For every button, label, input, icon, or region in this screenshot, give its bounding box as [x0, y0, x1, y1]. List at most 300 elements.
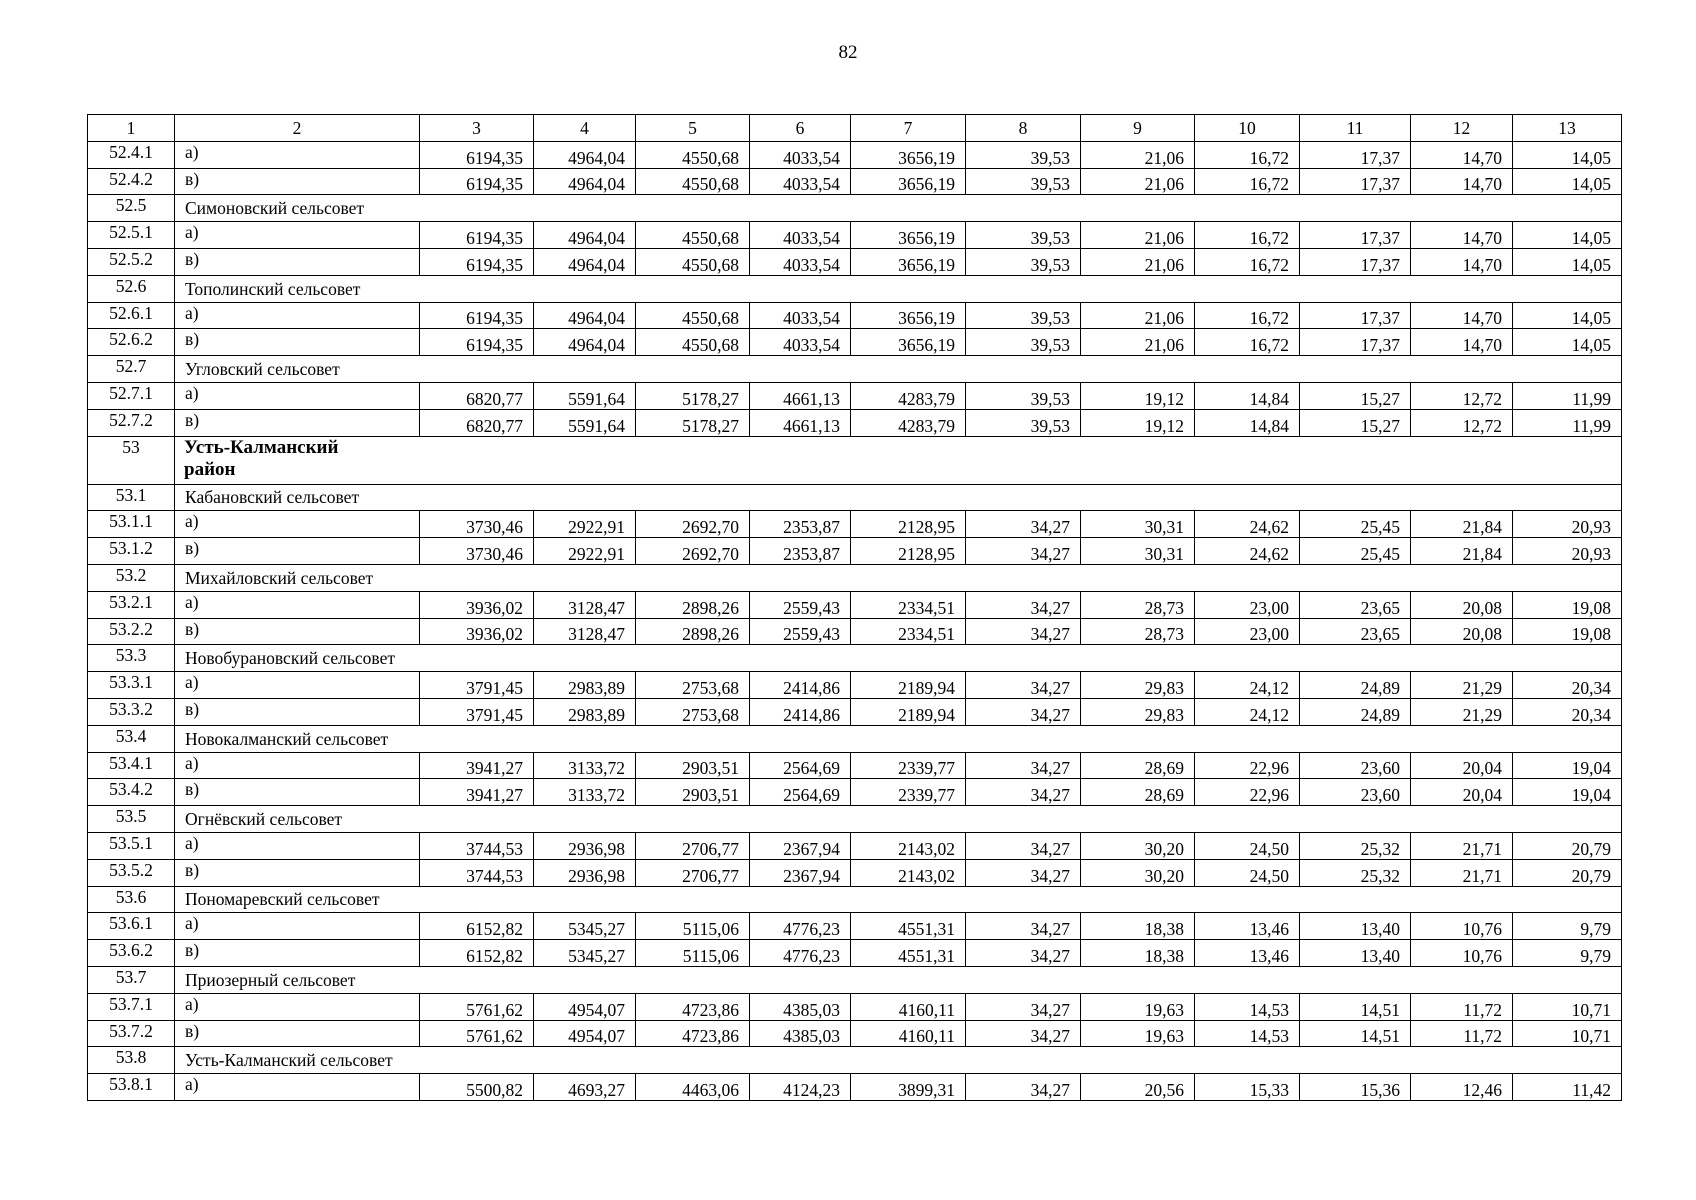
cell-col-13: 19,08 [1513, 591, 1622, 618]
cell-col-8: 34,27 [966, 591, 1081, 618]
page-number: 82 [838, 42, 858, 63]
table-row [88, 752, 1622, 779]
cell-col-12: 21,29 [1411, 672, 1513, 699]
row-code: 53.6 [88, 886, 175, 913]
cell-col-12: 14,70 [1411, 248, 1513, 275]
title-text: Кабановский сельсовет [185, 487, 360, 508]
cell-col-4: 4954,07 [534, 993, 636, 1020]
cell-col-6: 2414,86 [750, 698, 851, 725]
cell-col-13: 14,05 [1513, 222, 1622, 249]
cell-col-12: 21,84 [1411, 538, 1513, 565]
cell-col-3: 3791,45 [420, 698, 534, 725]
row-code: 52.6.2 [88, 329, 175, 356]
cell-col-7: 4283,79 [851, 409, 966, 436]
cell-col-12: 14,70 [1411, 329, 1513, 356]
cell-col-11: 17,37 [1300, 141, 1411, 168]
cell-col-9: 19,12 [1081, 382, 1195, 409]
cell-col-5: 4550,68 [636, 141, 750, 168]
cell-col-5: 4723,86 [636, 1020, 750, 1047]
cell-col-9: 19,63 [1081, 1020, 1195, 1047]
cell-col-12: 20,08 [1411, 591, 1513, 618]
cell-col-7: 4283,79 [851, 382, 966, 409]
cell-col-10: 16,72 [1195, 168, 1300, 195]
cell-col-12: 14,70 [1411, 302, 1513, 329]
cell-col-10: 13,46 [1195, 940, 1300, 967]
cell-col-4: 3133,72 [534, 752, 636, 779]
cell-col-7: 4551,31 [851, 913, 966, 940]
row-label: а) [175, 672, 420, 699]
cell-col-10: 24,12 [1195, 672, 1300, 699]
cell-col-11: 15,36 [1300, 1074, 1411, 1101]
cell-col-13: 14,05 [1513, 329, 1622, 356]
cell-col-3: 3730,46 [420, 538, 534, 565]
cell-col-8: 34,27 [966, 1074, 1081, 1101]
cell-col-10: 13,46 [1195, 913, 1300, 940]
cell-col-13: 14,05 [1513, 302, 1622, 329]
cell-col-4: 3128,47 [534, 591, 636, 618]
table-row [88, 168, 1622, 195]
column-header-11: 11 [1300, 115, 1411, 142]
cell-col-13: 20,34 [1513, 698, 1622, 725]
row-label: в) [175, 409, 420, 436]
cell-col-9: 21,06 [1081, 329, 1195, 356]
table-row [88, 511, 1622, 538]
cell-col-5: 5115,06 [636, 913, 750, 940]
row-label: а) [175, 511, 420, 538]
cell-col-3: 3936,02 [420, 618, 534, 645]
cell-col-5: 4550,68 [636, 302, 750, 329]
cell-col-8: 34,27 [966, 672, 1081, 699]
section-title [175, 275, 1622, 302]
cell-col-4: 5591,64 [534, 382, 636, 409]
cell-col-10: 24,50 [1195, 859, 1300, 886]
cell-col-13: 9,79 [1513, 940, 1622, 967]
cell-col-10: 24,12 [1195, 698, 1300, 725]
cell-col-3: 6194,35 [420, 329, 534, 356]
cell-col-5: 2692,70 [636, 511, 750, 538]
cell-col-13: 14,05 [1513, 141, 1622, 168]
row-code: 52.6 [88, 275, 175, 302]
cell-col-6: 4385,03 [750, 1020, 851, 1047]
cell-col-7: 3656,19 [851, 302, 966, 329]
cell-col-13: 10,71 [1513, 993, 1622, 1020]
cell-col-9: 21,06 [1081, 168, 1195, 195]
cell-col-9: 30,20 [1081, 832, 1195, 859]
cell-col-11: 15,27 [1300, 382, 1411, 409]
row-label: а) [175, 1074, 420, 1101]
row-label: в) [175, 698, 420, 725]
section-title [175, 806, 1622, 833]
cell-col-13: 11,99 [1513, 382, 1622, 409]
row-code: 53.2.1 [88, 591, 175, 618]
cell-col-9: 18,38 [1081, 940, 1195, 967]
section-row [88, 484, 1622, 511]
row-code: 53.6.2 [88, 940, 175, 967]
section-title [175, 484, 1622, 511]
cell-col-10: 14,53 [1195, 1020, 1300, 1047]
cell-col-12: 21,29 [1411, 698, 1513, 725]
cell-col-5: 5178,27 [636, 382, 750, 409]
cell-col-3: 5500,82 [420, 1074, 534, 1101]
cell-col-7: 3656,19 [851, 329, 966, 356]
table-row [88, 1074, 1622, 1101]
cell-col-9: 19,12 [1081, 409, 1195, 436]
column-header-2: 2 [175, 115, 420, 142]
cell-col-3: 3941,27 [420, 779, 534, 806]
cell-col-8: 39,53 [966, 248, 1081, 275]
table-row [88, 832, 1622, 859]
cell-col-10: 24,62 [1195, 511, 1300, 538]
cell-col-10: 23,00 [1195, 591, 1300, 618]
row-label: а) [175, 913, 420, 940]
table-row [88, 141, 1622, 168]
row-code: 53.5 [88, 806, 175, 833]
cell-col-5: 2706,77 [636, 859, 750, 886]
row-code: 52.7.2 [88, 409, 175, 436]
cell-col-5: 4550,68 [636, 329, 750, 356]
cell-col-13: 10,71 [1513, 1020, 1622, 1047]
cell-col-3: 3744,53 [420, 832, 534, 859]
row-code: 52.7.1 [88, 382, 175, 409]
cell-col-9: 19,63 [1081, 993, 1195, 1020]
section-row [88, 1047, 1622, 1074]
cell-col-4: 2936,98 [534, 832, 636, 859]
cell-col-10: 23,00 [1195, 618, 1300, 645]
cell-col-6: 2414,86 [750, 672, 851, 699]
cell-col-7: 3899,31 [851, 1074, 966, 1101]
cell-col-13: 14,05 [1513, 168, 1622, 195]
row-label: а) [175, 222, 420, 249]
column-header-4: 4 [534, 115, 636, 142]
cell-col-13: 20,79 [1513, 832, 1622, 859]
title-text: Угловский сельсовет [185, 359, 340, 380]
cell-col-6: 4033,54 [750, 248, 851, 275]
cell-col-11: 25,45 [1300, 511, 1411, 538]
cell-col-10: 22,96 [1195, 752, 1300, 779]
cell-col-12: 12,46 [1411, 1074, 1513, 1101]
cell-col-13: 9,79 [1513, 913, 1622, 940]
cell-col-12: 14,70 [1411, 141, 1513, 168]
table-row [88, 940, 1622, 967]
row-code: 53.5.2 [88, 859, 175, 886]
row-code: 53.6.1 [88, 913, 175, 940]
cell-col-11: 25,45 [1300, 538, 1411, 565]
table-row [88, 672, 1622, 699]
cell-col-6: 2559,43 [750, 618, 851, 645]
cell-col-12: 14,70 [1411, 222, 1513, 249]
cell-col-5: 4550,68 [636, 248, 750, 275]
table-header [88, 115, 1622, 142]
cell-col-11: 13,40 [1300, 940, 1411, 967]
cell-col-13: 19,04 [1513, 752, 1622, 779]
row-label: а) [175, 302, 420, 329]
cell-col-6: 4661,13 [750, 382, 851, 409]
cell-col-6: 2353,87 [750, 511, 851, 538]
cell-col-11: 17,37 [1300, 302, 1411, 329]
cell-col-6: 2367,94 [750, 859, 851, 886]
row-label: в) [175, 618, 420, 645]
cell-col-10: 14,53 [1195, 993, 1300, 1020]
cell-col-3: 5761,62 [420, 993, 534, 1020]
row-code: 53.3.1 [88, 672, 175, 699]
cell-col-12: 10,76 [1411, 940, 1513, 967]
tariff-table [87, 114, 1622, 1101]
cell-col-6: 4033,54 [750, 168, 851, 195]
cell-col-3: 6152,82 [420, 913, 534, 940]
row-code: 53.8 [88, 1047, 175, 1074]
cell-col-7: 2128,95 [851, 538, 966, 565]
section-row [88, 195, 1622, 222]
cell-col-4: 5591,64 [534, 409, 636, 436]
cell-col-8: 39,53 [966, 409, 1081, 436]
table-row [88, 698, 1622, 725]
cell-col-4: 4964,04 [534, 302, 636, 329]
cell-col-12: 21,71 [1411, 832, 1513, 859]
cell-col-5: 2903,51 [636, 752, 750, 779]
table-row [88, 302, 1622, 329]
cell-col-11: 24,89 [1300, 698, 1411, 725]
cell-col-5: 2692,70 [636, 538, 750, 565]
cell-col-12: 20,04 [1411, 752, 1513, 779]
column-header-1: 1 [88, 115, 175, 142]
cell-col-3: 3791,45 [420, 672, 534, 699]
row-code: 52.5 [88, 195, 175, 222]
cell-col-9: 28,73 [1081, 591, 1195, 618]
table-row [88, 538, 1622, 565]
cell-col-8: 34,27 [966, 1020, 1081, 1047]
cell-col-10: 22,96 [1195, 779, 1300, 806]
cell-col-7: 4160,11 [851, 993, 966, 1020]
cell-col-7: 3656,19 [851, 222, 966, 249]
section-row [88, 966, 1622, 993]
cell-col-4: 4964,04 [534, 329, 636, 356]
row-label: а) [175, 993, 420, 1020]
row-code: 53.4.1 [88, 752, 175, 779]
row-label: в) [175, 168, 420, 195]
cell-col-4: 4964,04 [534, 222, 636, 249]
cell-col-8: 34,27 [966, 859, 1081, 886]
cell-col-8: 34,27 [966, 698, 1081, 725]
district-title [175, 436, 1622, 484]
cell-col-4: 4964,04 [534, 168, 636, 195]
section-row [88, 356, 1622, 383]
cell-col-8: 34,27 [966, 511, 1081, 538]
row-label: в) [175, 940, 420, 967]
row-label: в) [175, 329, 420, 356]
cell-col-9: 30,20 [1081, 859, 1195, 886]
cell-col-12: 10,76 [1411, 913, 1513, 940]
cell-col-9: 30,31 [1081, 538, 1195, 565]
section-title [175, 645, 1622, 672]
cell-col-6: 4124,23 [750, 1074, 851, 1101]
cell-col-9: 18,38 [1081, 913, 1195, 940]
cell-col-7: 2143,02 [851, 859, 966, 886]
cell-col-6: 4776,23 [750, 913, 851, 940]
cell-col-8: 39,53 [966, 141, 1081, 168]
cell-col-8: 34,27 [966, 913, 1081, 940]
cell-col-4: 2983,89 [534, 698, 636, 725]
row-label: а) [175, 382, 420, 409]
cell-col-12: 21,71 [1411, 859, 1513, 886]
row-code: 53 [88, 436, 175, 484]
section-title [175, 725, 1622, 752]
row-label: в) [175, 248, 420, 275]
cell-col-7: 2334,51 [851, 618, 966, 645]
cell-col-7: 4160,11 [851, 1020, 966, 1047]
title-text: Приозерный сельсовет [185, 969, 356, 990]
cell-col-11: 25,32 [1300, 832, 1411, 859]
cell-col-10: 14,84 [1195, 382, 1300, 409]
cell-col-13: 20,93 [1513, 538, 1622, 565]
cell-col-4: 4954,07 [534, 1020, 636, 1047]
cell-col-5: 2753,68 [636, 672, 750, 699]
section-row [88, 886, 1622, 913]
table-row [88, 859, 1622, 886]
cell-col-8: 39,53 [966, 302, 1081, 329]
section-title [175, 886, 1622, 913]
cell-col-7: 3656,19 [851, 168, 966, 195]
cell-col-12: 12,72 [1411, 382, 1513, 409]
cell-col-9: 21,06 [1081, 141, 1195, 168]
row-code: 53.3.2 [88, 698, 175, 725]
cell-col-8: 34,27 [966, 940, 1081, 967]
row-code: 53.3 [88, 645, 175, 672]
row-label: в) [175, 859, 420, 886]
cell-col-4: 2983,89 [534, 672, 636, 699]
cell-col-11: 17,37 [1300, 329, 1411, 356]
cell-col-3: 3730,46 [420, 511, 534, 538]
cell-col-3: 3936,02 [420, 591, 534, 618]
cell-col-6: 2367,94 [750, 832, 851, 859]
section-row [88, 645, 1622, 672]
title-text: Пономаревский сельсовет [185, 889, 380, 910]
header-row [88, 115, 1622, 142]
cell-col-12: 12,72 [1411, 409, 1513, 436]
cell-col-4: 5345,27 [534, 913, 636, 940]
cell-col-6: 2564,69 [750, 779, 851, 806]
cell-col-13: 19,08 [1513, 618, 1622, 645]
cell-col-3: 6152,82 [420, 940, 534, 967]
cell-col-10: 24,62 [1195, 538, 1300, 565]
row-code: 52.5.2 [88, 248, 175, 275]
cell-col-10: 16,72 [1195, 329, 1300, 356]
row-code: 53.7 [88, 966, 175, 993]
cell-col-13: 20,34 [1513, 672, 1622, 699]
cell-col-11: 14,51 [1300, 993, 1411, 1020]
cell-col-9: 28,69 [1081, 752, 1195, 779]
cell-col-4: 4693,27 [534, 1074, 636, 1101]
cell-col-3: 6820,77 [420, 409, 534, 436]
row-label: а) [175, 141, 420, 168]
column-header-9: 9 [1081, 115, 1195, 142]
table-row [88, 913, 1622, 940]
title-text: Симоновский сельсовет [185, 198, 365, 219]
row-code: 52.7 [88, 356, 175, 383]
cell-col-10: 16,72 [1195, 141, 1300, 168]
cell-col-4: 2922,91 [534, 538, 636, 565]
cell-col-11: 23,65 [1300, 618, 1411, 645]
cell-col-7: 2334,51 [851, 591, 966, 618]
row-label: а) [175, 752, 420, 779]
cell-col-12: 20,08 [1411, 618, 1513, 645]
cell-col-4: 4964,04 [534, 141, 636, 168]
row-code: 53.2.2 [88, 618, 175, 645]
cell-col-6: 4033,54 [750, 329, 851, 356]
column-header-12: 12 [1411, 115, 1513, 142]
cell-col-7: 3656,19 [851, 141, 966, 168]
cell-col-3: 6194,35 [420, 248, 534, 275]
row-code: 53.1.2 [88, 538, 175, 565]
cell-col-9: 21,06 [1081, 222, 1195, 249]
section-title [175, 966, 1622, 993]
cell-col-4: 3133,72 [534, 779, 636, 806]
cell-col-7: 2339,77 [851, 752, 966, 779]
table-row [88, 409, 1622, 436]
cell-col-5: 5178,27 [636, 409, 750, 436]
cell-col-4: 3128,47 [534, 618, 636, 645]
cell-col-4: 5345,27 [534, 940, 636, 967]
table-row [88, 248, 1622, 275]
row-label: в) [175, 538, 420, 565]
cell-col-7: 4551,31 [851, 940, 966, 967]
cell-col-8: 34,27 [966, 832, 1081, 859]
cell-col-12: 11,72 [1411, 993, 1513, 1020]
table-body [88, 141, 1622, 1100]
cell-col-4: 2922,91 [534, 511, 636, 538]
cell-col-7: 2189,94 [851, 698, 966, 725]
title-text: Усть-Калманский сельсовет [185, 1050, 393, 1071]
cell-col-11: 25,32 [1300, 859, 1411, 886]
cell-col-6: 4033,54 [750, 302, 851, 329]
cell-col-8: 34,27 [966, 618, 1081, 645]
cell-col-13: 20,79 [1513, 859, 1622, 886]
row-code: 53.1 [88, 484, 175, 511]
column-header-6: 6 [750, 115, 851, 142]
row-code: 53.7.2 [88, 1020, 175, 1047]
cell-col-8: 39,53 [966, 329, 1081, 356]
cell-col-6: 2564,69 [750, 752, 851, 779]
title-text: Михайловский сельсовет [185, 567, 374, 588]
cell-col-6: 4776,23 [750, 940, 851, 967]
title-text: Новокалманский сельсовет [185, 728, 389, 749]
cell-col-8: 39,53 [966, 168, 1081, 195]
cell-col-5: 2898,26 [636, 618, 750, 645]
row-code: 53.7.1 [88, 993, 175, 1020]
cell-col-11: 13,40 [1300, 913, 1411, 940]
table-row [88, 591, 1622, 618]
cell-col-9: 28,69 [1081, 779, 1195, 806]
district-row [88, 436, 1622, 484]
cell-col-10: 16,72 [1195, 302, 1300, 329]
row-code: 52.4.1 [88, 141, 175, 168]
cell-col-3: 3744,53 [420, 859, 534, 886]
cell-col-6: 4033,54 [750, 141, 851, 168]
cell-col-5: 5115,06 [636, 940, 750, 967]
cell-col-13: 19,04 [1513, 779, 1622, 806]
column-header-3: 3 [420, 115, 534, 142]
title-text: Новобурановский сельсовет [185, 648, 395, 669]
title-text: Тополинский сельсовет [185, 278, 361, 299]
cell-col-8: 34,27 [966, 779, 1081, 806]
column-header-13: 13 [1513, 115, 1622, 142]
cell-col-5: 4463,06 [636, 1074, 750, 1101]
cell-col-6: 4385,03 [750, 993, 851, 1020]
cell-col-9: 20,56 [1081, 1074, 1195, 1101]
cell-col-5: 4550,68 [636, 168, 750, 195]
cell-col-13: 11,42 [1513, 1074, 1622, 1101]
row-code: 53.8.1 [88, 1074, 175, 1101]
cell-col-6: 2559,43 [750, 591, 851, 618]
